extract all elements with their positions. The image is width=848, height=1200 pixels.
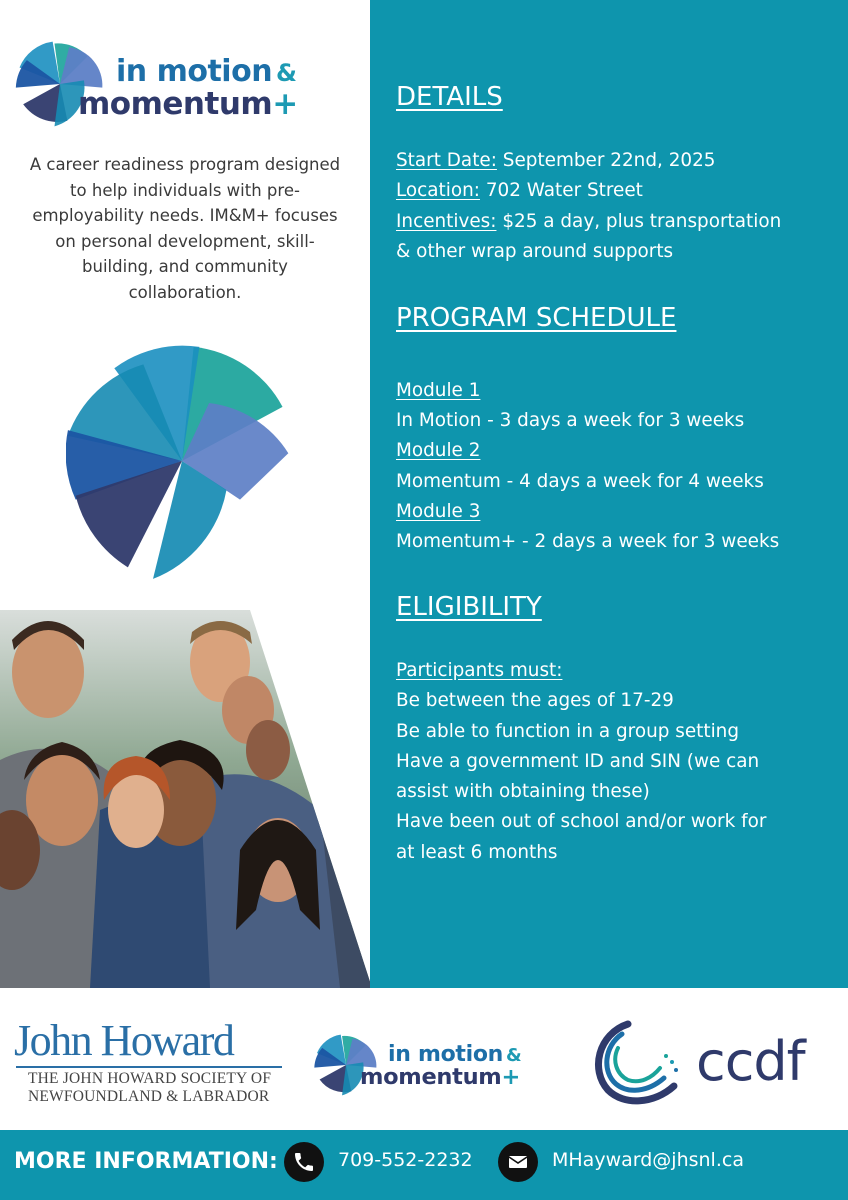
pinwheel-graphic-icon [66,338,298,584]
eligibility-item: at least 6 months [396,842,558,863]
incentives-label: Incentives: [396,211,497,232]
phone-icon [284,1142,324,1182]
eligibility-lead: Participants must: [396,660,563,681]
module-2-label: Module 2 [396,440,481,461]
ccdf-logo [588,1020,838,1106]
partner-logos [0,988,848,1130]
more-information-label: MORE INFORMATION: [14,1149,278,1174]
start-date-value: September 22nd, 2025 [496,150,716,171]
john-howard-society-line-2: NEWFOUNDLAND & LABRADOR [28,1088,270,1105]
brand-line-1: in motion & [116,54,297,89]
incentives-value: $25 a day, plus transportation [496,211,782,232]
small-logo-line-2: momentum+ [360,1064,521,1090]
email-address[interactable]: MHayward@jhsnl.ca [552,1149,744,1171]
contact-footer [0,1130,848,1200]
details-panel [370,0,848,988]
details-heading: DETAILS [396,82,503,112]
eligibility-item: Have been out of school and/or work for [396,811,767,832]
left-column [0,0,370,988]
location-value: 702 Water Street [479,180,643,201]
program-logo-small [312,1032,552,1098]
eligibility-item: assist with obtaining these) [396,781,650,802]
john-howard-logo [14,1016,284,1105]
john-howard-society-line-1: THE JOHN HOWARD SOCIETY OF [28,1070,272,1087]
phone-number[interactable]: 709-552-2232 [338,1149,473,1171]
module-2-text: Momentum - 4 days a week for 4 weeks [396,471,764,492]
incentives-line-2: & other wrap around supports [396,241,674,262]
module-3-label: Module 3 [396,501,481,522]
eligibility-item: Have a government ID and SIN (we can [396,751,760,772]
brand-logo [12,38,342,130]
eligibility-heading: ELIGIBILITY [396,592,542,622]
eligibility-item: Be between the ages of 17-29 [396,690,674,711]
start-date-label: Start Date: [396,150,497,171]
eligibility-item: Be able to function in a group setting [396,721,740,742]
incentives-line [396,207,781,237]
john-howard-rule [16,1066,282,1068]
ccdf-wordmark: ccdf [696,1030,805,1093]
ccdf-swoosh-icon [588,1020,684,1106]
envelope-icon [498,1142,538,1182]
module-1-label: Module 1 [396,380,481,401]
schedule-heading: PROGRAM SCHEDULE [396,303,677,333]
small-logo-line-1: in motion & [388,1042,522,1067]
module-3-text: Momentum+ - 2 days a week for 3 weeks [396,531,780,552]
location-label: Location: [396,180,480,201]
start-date-line [396,146,716,176]
john-howard-name: John Howard [14,1016,234,1065]
brand-line-2: momentum+ [78,86,298,122]
group-photo [0,610,372,988]
program-intro: A career readiness program designed to help individuals with pre-employability needs. IM&M+ focuses on personal development, skill-building, and community collaboration. [29,155,341,302]
location-line [396,176,643,206]
module-1-text: In Motion - 3 days a week for 3 weeks [396,410,745,431]
